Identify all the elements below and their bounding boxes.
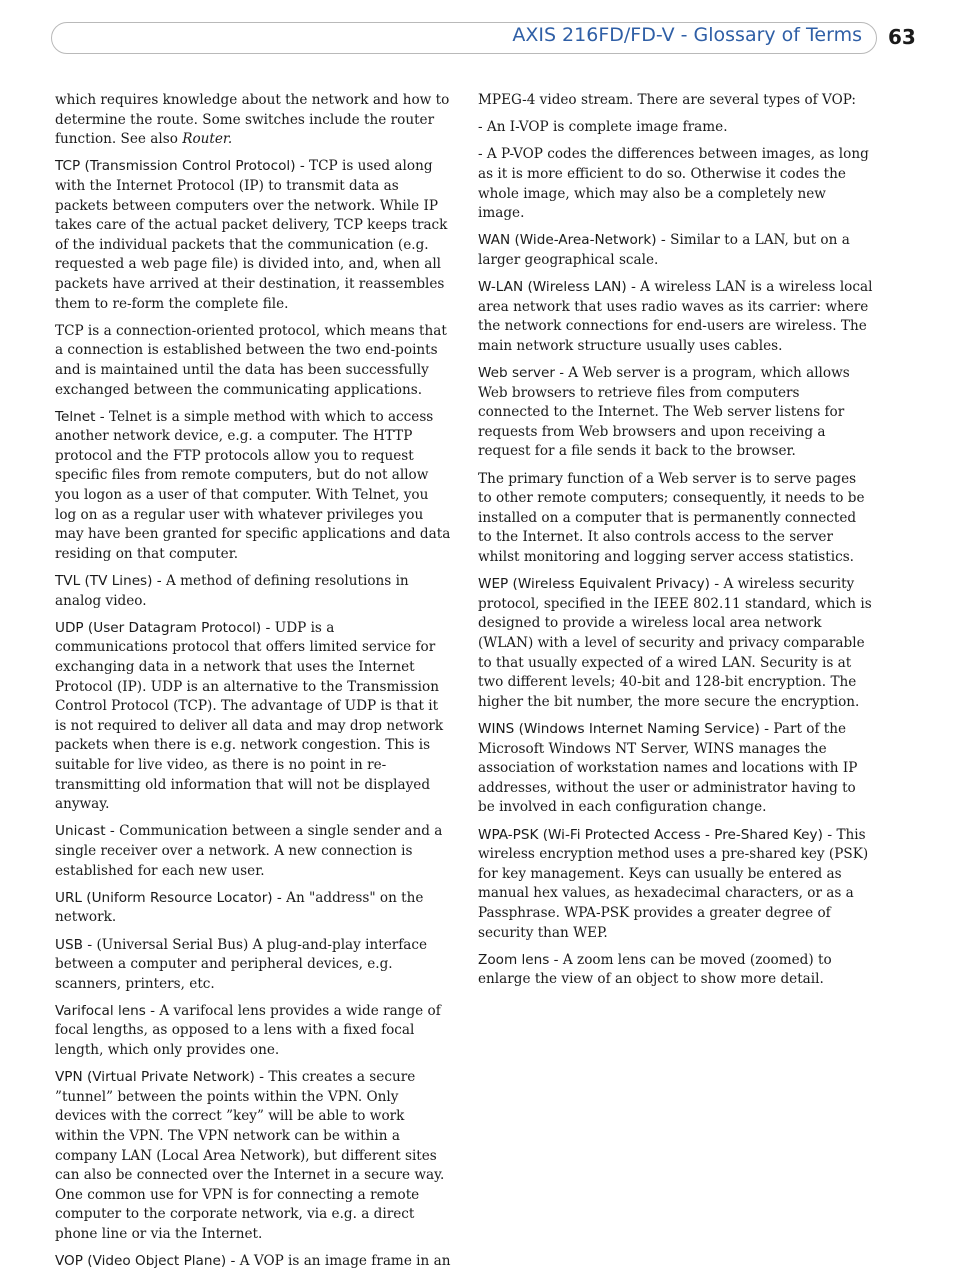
glossary-entry bbox=[55, 619, 451, 815]
glossary-term: TVL (TV Lines) - bbox=[55, 573, 162, 590]
glossary-entry bbox=[55, 572, 451, 611]
glossary-definition: A method of defining resolutions in analog video. bbox=[55, 573, 409, 609]
glossary-term: WPA-PSK (Wi-Fi Protected Access - Pre-Shared Key) - bbox=[478, 826, 833, 843]
glossary-term: USB - bbox=[55, 936, 93, 953]
glossary-term: VPN (Virtual Private Network) - bbox=[55, 1069, 265, 1086]
right-column bbox=[478, 91, 873, 997]
document-title: AXIS 216FD/FD-V - Glossary of Terms bbox=[512, 24, 862, 46]
glossary-entry bbox=[55, 91, 451, 150]
glossary-definition: Communication between a single sender and a single receiver over a network. A new connection is established for each new user. bbox=[55, 823, 443, 879]
glossary-definition: A zoom lens can be moved (zoomed) to enlarge the view of an object to show more detail. bbox=[478, 951, 832, 988]
glossary-term: Varifocal lens - bbox=[55, 1002, 156, 1019]
glossary-definition: MPEG-4 video stream. There are several types of VOP: bbox=[478, 92, 856, 108]
glossary-definition: - An I-VOP is complete image frame. bbox=[478, 119, 728, 136]
glossary-entry bbox=[478, 118, 873, 138]
glossary-entry bbox=[55, 1068, 451, 1244]
glossary-term: Web server bbox=[478, 365, 555, 382]
glossary-entry bbox=[55, 408, 451, 565]
glossary-entry bbox=[478, 470, 873, 568]
glossary-term: W-LAN (Wireless LAN) - bbox=[478, 279, 636, 296]
glossary-definition: An "address" on the network. bbox=[55, 889, 424, 926]
glossary-definition: Similar to a LAN, but on a larger geographical scale. bbox=[478, 232, 850, 268]
glossary-term: Telnet - bbox=[55, 408, 105, 425]
glossary-entry bbox=[478, 575, 873, 712]
glossary-entry bbox=[478, 951, 873, 990]
glossary-term: VOP (Video Object Plane) - bbox=[55, 1253, 236, 1270]
glossary-definition: Telnet is a simple method with which to access another network device, e.g. a computer. The HTTP protocol and the FTP protocols allow you to request specific files from remote computers, but do not allow you logon as a user of that computer. With Telnet, you log on as a regular user with whatever privileges you may have been granted for specific applications and data residing on that computer. bbox=[55, 408, 451, 562]
glossary-definition: (Universal Serial Bus) A plug-and-play interface between a computer and peripheral devices, e.g. scanners, printers, etc. bbox=[55, 936, 428, 992]
glossary-term: WEP (Wireless Equivalent Privacy) - bbox=[478, 576, 720, 593]
glossary-term: URL (Uniform Resource Locator) - bbox=[55, 889, 282, 906]
glossary-entry bbox=[478, 826, 873, 944]
glossary-entry bbox=[55, 322, 451, 400]
glossary-entry bbox=[478, 364, 873, 462]
glossary-definition: which requires knowledge about the network and how to determine the route. Some switches include the router function. See also bbox=[55, 92, 450, 148]
glossary-definition: A wireless LAN is a wireless local area network that uses radio waves as its carrier: where the network connections for end-users are wireless. The main network structure usually uses cables. bbox=[478, 279, 873, 354]
glossary-term: Unicast - bbox=[55, 823, 115, 840]
glossary-entry bbox=[478, 720, 873, 818]
glossary-definition: The primary function of a Web server is to serve pages to other remote computers; consequently, it needs to be installed on a computer that is permanently connected to the Internet. It also controls access to the server whilst monitoring and logging server access statistics. bbox=[478, 470, 865, 566]
glossary-entry bbox=[55, 1252, 451, 1272]
glossary-entry bbox=[478, 231, 873, 270]
glossary-definition: TCP is a connection-oriented protocol, which means that a connection is established between the two end-points and is maintained until the data has been successfully exchanged between the communicating applications. bbox=[55, 322, 447, 398]
cross-reference: Router. bbox=[182, 131, 233, 148]
left-column bbox=[55, 91, 451, 1279]
glossary-definition: - A P-VOP codes the differences between images, as long as it is more efficient to do so. Otherwise it codes the whole image, which may also be a completely new image. bbox=[478, 146, 869, 222]
glossary-entry bbox=[55, 936, 451, 995]
glossary-entry bbox=[478, 278, 873, 356]
glossary-term: TCP (Transmission Control Protocol) - bbox=[55, 158, 305, 175]
glossary-entry bbox=[55, 822, 451, 881]
glossary-entry bbox=[55, 1002, 451, 1061]
glossary-definition: A wireless security protocol, specified in the IEEE 802.11 standard, which is designed to provide a wireless local area network (WLAN) with a level of security and privacy comparable to that usually expected of a wired LAN. Security is at two different levels; 40-bit and 128-bit encryption. The higher the bit number, the more secure the encryption. bbox=[478, 576, 872, 710]
glossary-definition: TCP is used along with the Internet Protocol (IP) to transmit data as packets between computers over the network. While IP takes care of the actual packet delivery, TCP keeps track of the individual packets that the communication (e.g. requested a web page file) is divided into, and, when all packets have arrived at their destination, it reassembles them to re-form the complete file. bbox=[55, 158, 448, 312]
glossary-definition: This creates a secure ”tunnel” between the points within the VPN. Only devices with the correct ”key” will be able to work within the VPN. The VPN network can be within a company LAN (Local Area Network), but different sites can also be connected over the Internet in a secure way. One common use for VPN is for connecting a remote computer to the corporate network, via e.g. a direct phone line or via the Internet. bbox=[55, 1069, 445, 1242]
glossary-entry bbox=[478, 145, 873, 223]
glossary-definition: A VOP is an image frame in an bbox=[235, 1253, 451, 1270]
glossary-entry bbox=[478, 91, 873, 111]
glossary-term: WINS (Windows Internet Naming Service) - bbox=[478, 720, 770, 737]
glossary-term: UDP (User Datagram Protocol) - bbox=[55, 619, 271, 636]
glossary-term: WAN (Wide-Area-Network) - bbox=[478, 232, 666, 249]
glossary-definition: - A Web server is a program, which allows Web browsers to retrieve files from computers connected to the Internet. The Web server listens for requests from Web browsers and upon receiving a request for a file sends it back to the browser. bbox=[478, 365, 850, 460]
glossary-term: Zoom lens - bbox=[478, 951, 559, 968]
glossary-definition: Part of the Microsoft Windows NT Server, WINS manages the association of workstation names and locations with IP addresses, without the user or administrator having to be involved in each configuration change. bbox=[478, 720, 858, 816]
glossary-entry bbox=[55, 889, 451, 928]
glossary-definition: A varifocal lens provides a wide range of focal lengths, as opposed to a lens with a fixed focal length, which only provides one. bbox=[55, 1002, 441, 1059]
page-number: 63 bbox=[888, 25, 916, 49]
glossary-definition: This wireless encryption method uses a pre-shared key (PSK) for key management. Keys can usually be entered as manual hex values, as hexadecimal characters, or as a Passphrase. WPA-PSK provides a greater degree of security than WEP. bbox=[478, 826, 869, 941]
glossary-definition: UDP is a communications protocol that offers limited service for exchanging data in a network that uses the Internet Protocol (IP). UDP is an alternative to the Transmission Control Protocol (TCP). The advantage of UDP is that it is not required to deliver all data and may drop network packets when there is e.g. network congestion. This is suitable for live video, as there is no point in re-transmitting old information that will not be displayed anyway. bbox=[55, 619, 444, 813]
glossary-entry bbox=[55, 157, 451, 314]
